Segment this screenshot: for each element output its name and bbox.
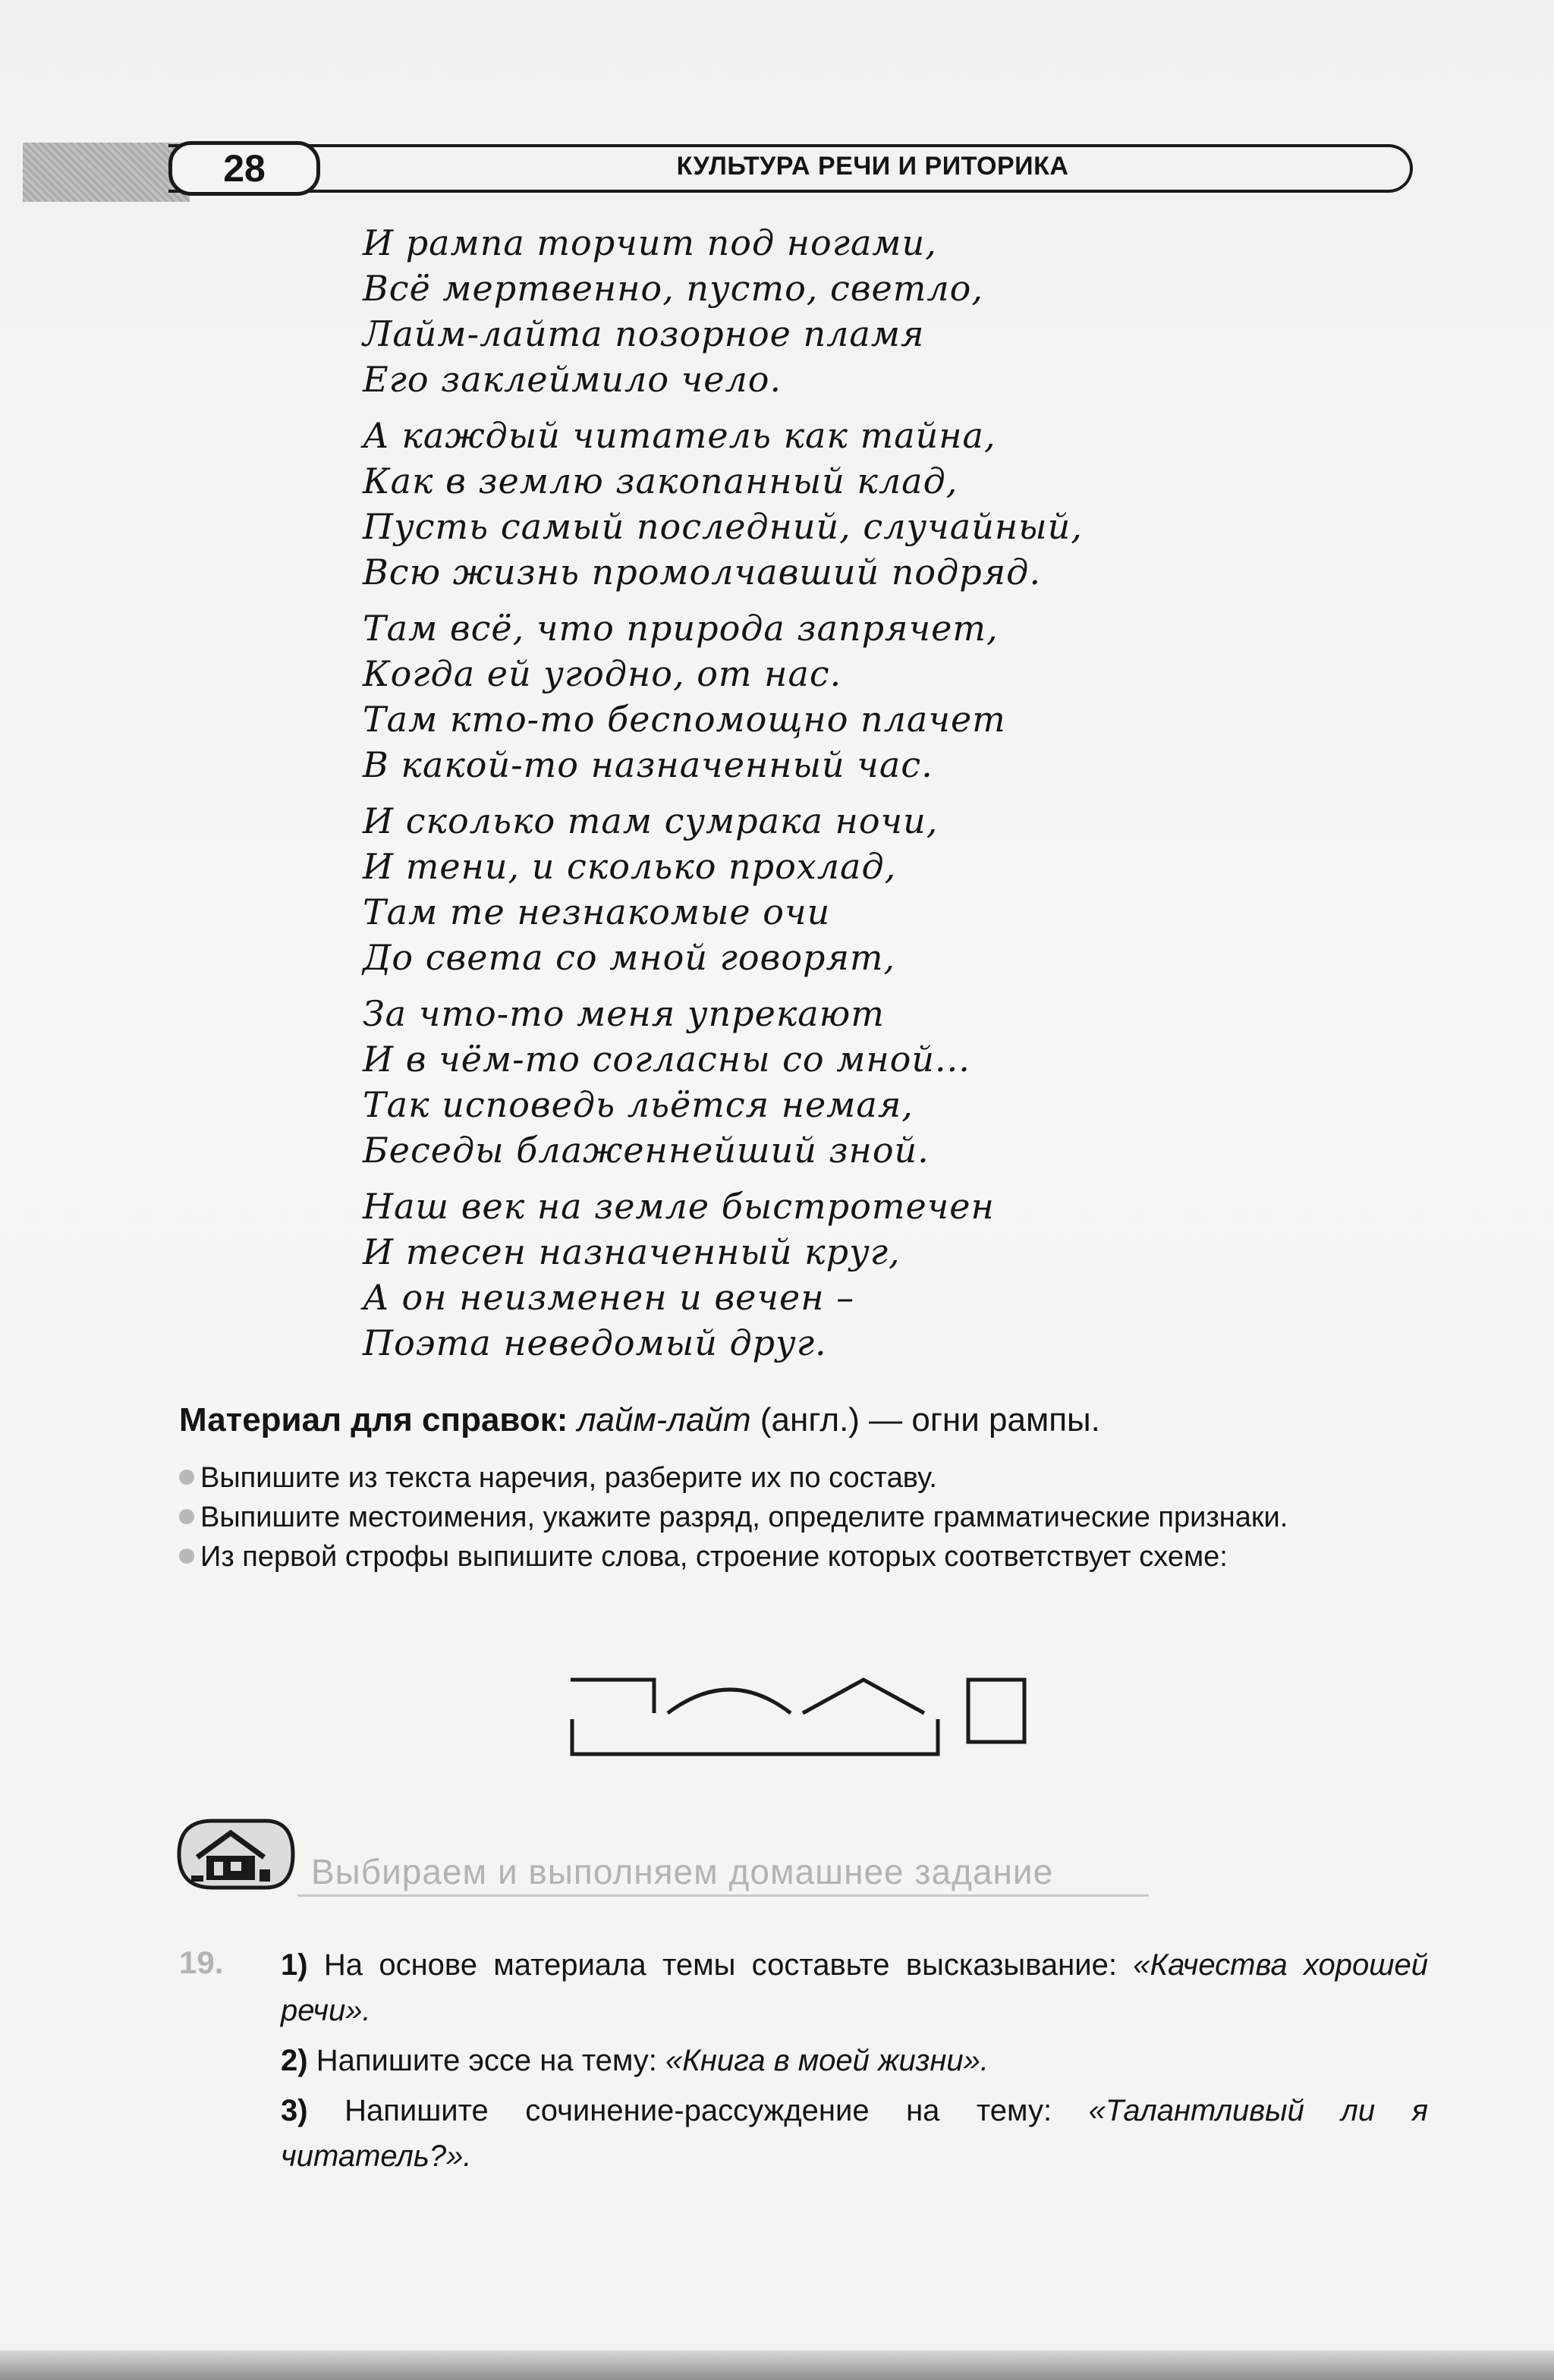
homework-icon-badge	[176, 1815, 297, 1894]
exercise-number: 19.	[179, 1945, 224, 1980]
poem-stanza	[363, 220, 1349, 402]
exercise-items	[281, 1942, 1428, 2184]
poem-stanza	[363, 1184, 1349, 1366]
task-item: Выпишите из текста наречия, разберите их по составу.	[179, 1458, 1427, 1498]
poem-line: И тени, и сколько прохлад,	[363, 846, 897, 887]
poem-line: И в чём-то согласны со мной...	[363, 1039, 970, 1080]
task-list	[179, 1458, 1427, 1577]
poem-line: Лайм-лайта позорное пламя	[363, 313, 925, 354]
task-item: Из первой строфы выпишите слова, строение которых соответствует схеме:	[179, 1537, 1427, 1577]
reference-term: лайм-лайт	[577, 1401, 751, 1438]
poem-line: Как в землю закопанный клад,	[363, 461, 958, 501]
poem-line: Всю жизнь промолчавший подряд.	[363, 552, 1041, 593]
poem-line: А он неизменен и вечен –	[363, 1277, 855, 1318]
poem-stanza	[363, 991, 1349, 1173]
poem-line: В какой-то назначенный час.	[363, 744, 933, 785]
reference-note	[179, 1398, 1423, 1443]
stem-bracket	[572, 1719, 938, 1754]
poem-line: Его заклеймило чело.	[363, 359, 782, 400]
poem-line: Так исповедь льётся немая,	[363, 1084, 914, 1125]
homework-title: Выбираем и выполняем домашнее задание	[311, 1852, 1054, 1891]
header-texture-strip	[23, 143, 190, 202]
prefix-mark	[571, 1680, 654, 1713]
poem	[363, 220, 1349, 1376]
poem-line: Поэта неведомый друг.	[363, 1322, 827, 1363]
page-bottom-edge	[0, 2350, 1554, 2380]
poem-line: Пусть самый последний, случайный,	[363, 506, 1083, 547]
ending-box	[968, 1680, 1024, 1742]
reference-definition: (англ.) — огни рампы.	[760, 1401, 1100, 1438]
suffix-mark	[803, 1680, 924, 1713]
poem-line: До света со мной говорят,	[363, 937, 896, 978]
poem-line: И тесен назначенный круг,	[363, 1231, 901, 1272]
poem-line: А каждый читатель как тайна,	[363, 415, 996, 456]
poem-stanza	[363, 413, 1349, 595]
reference-label: Материал для справок:	[179, 1401, 568, 1438]
poem-line: Всё мертвенно, пусто, светло,	[363, 268, 983, 309]
page-number: 28	[168, 141, 320, 196]
bullet-icon	[179, 1470, 194, 1485]
exercise-item: 1) На основе материала темы составьте высказывание: «Качества хорошей речи».	[281, 1948, 1428, 2027]
task-item: Выпишите местоимения, укажите разряд, определите грамматические признаки.	[179, 1498, 1427, 1537]
running-title: КУЛЬТУРА РЕЧИ И РИТОРИКА	[676, 152, 1069, 181]
poem-line: За что-то меня упрекают	[363, 993, 885, 1034]
poem-line: Там те незнакомые очи	[363, 891, 831, 932]
morpheme-scheme	[562, 1669, 1047, 1768]
homework-underline	[297, 1894, 1149, 1897]
house-icon	[176, 1815, 297, 1894]
bullet-icon	[179, 1548, 194, 1564]
poem-stanza	[363, 605, 1349, 788]
poem-line: И сколько там сумрака ночи,	[363, 800, 939, 841]
poem-line: И рампа торчит под ногами,	[363, 222, 937, 263]
poem-line: Наш век на земле быстротечен	[363, 1186, 995, 1227]
poem-line: Там кто-то беспомощно плачет	[363, 699, 1006, 740]
root-arc	[668, 1690, 791, 1713]
exercise-item: 2) Напишите эссе на тему: «Книга в моей жизни».	[281, 2044, 989, 2077]
poem-stanza	[363, 798, 1349, 980]
poem-line: Когда ей угодно, от нас.	[363, 653, 842, 694]
exercise-item: 3) Напишите сочинение-рассуждение на тему: «Талантливый ли я читатель?».	[281, 2094, 1428, 2173]
poem-line: Там всё, что природа запрячет,	[363, 608, 999, 649]
poem-line: Беседы блаженнейший зной.	[363, 1130, 930, 1171]
bullet-icon	[179, 1509, 194, 1524]
